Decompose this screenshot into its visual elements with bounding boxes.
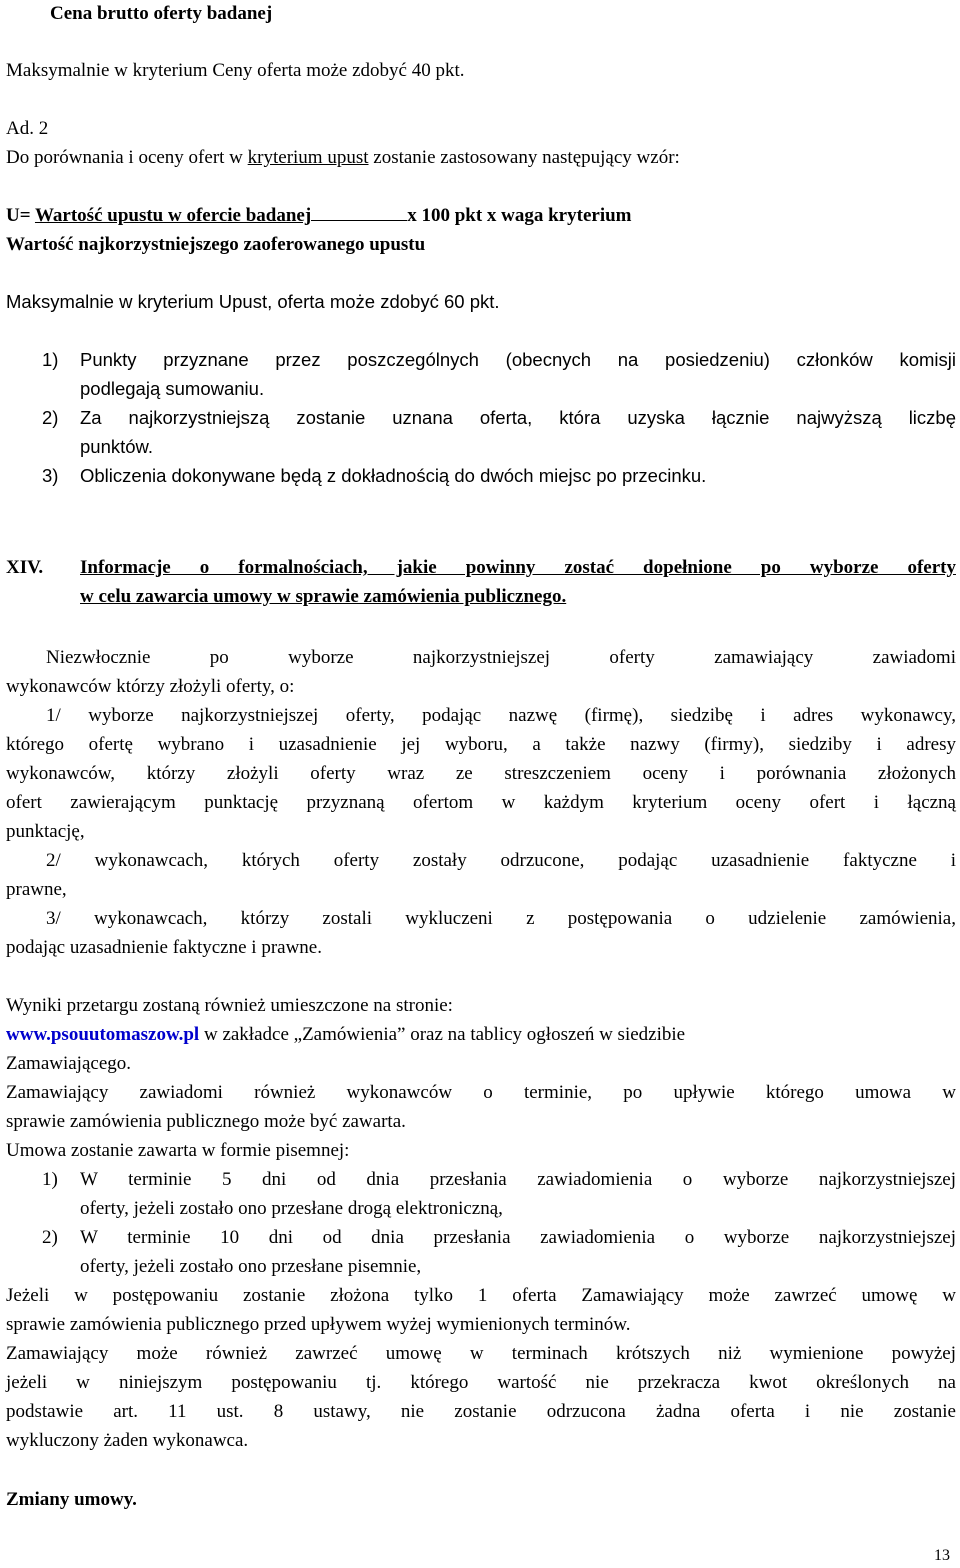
p1-line9: prawne, [6, 879, 67, 900]
fraction-line [311, 219, 407, 221]
contract-form: Umowa zostanie zawarta w formie pisemnej: [6, 1140, 350, 1161]
p1-line3: 1/ wyborze najkorzystniejszej oferty, podając nazwę (firmę), siedzibę i adres wykonawcy, [46, 705, 956, 726]
zamawiajacego-text: Zamawiającego. [6, 1053, 132, 1074]
p1-line5: wykonawców, którzy złożyli oferty wraz ze streszczeniem oceny i porównania złożonych [6, 763, 956, 784]
term-2-num: 2) [42, 1227, 58, 1248]
ad2-label: Ad. 2 [6, 118, 49, 139]
page-number: 13 [934, 1547, 950, 1564]
p1-line10: 3/ wykonawcach, którzy zostali wykluczeni z postępowania o udzielenie zamówienia, [46, 908, 956, 929]
heading-price: Cena brutto oferty badanej [50, 3, 273, 24]
p1-line2: wykonawców którzy złożyli oferty, o: [6, 676, 295, 697]
p1-line1: Niezwłocznie po wyborze najkorzystniejszej oferty zamawiający zawiadomi [46, 647, 956, 668]
formula-multiplier: x 100 pkt x waga kryterium [407, 205, 632, 226]
term-1-line2: oferty, jeżeli zostało ono przesłane drogą elektroniczną, [80, 1198, 503, 1219]
section-title-line2: w celu zawarcia umowy w sprawie zamówienia publicznego. [80, 586, 567, 607]
max-discount-text: Maksymalnie w kryterium Upust, oferta może zdobyć 60 pkt. [6, 291, 500, 312]
p-end-line4: jeżeli w niniejszym postępowaniu tj. którego wartość nie przekracza kwot określonych na [6, 1372, 956, 1393]
formula-denominator: Wartość najkorzystniejszego zaoferowanego upustu [6, 234, 426, 255]
formula-prefix: U= [6, 205, 35, 226]
formula-intro-criterion: kryterium upust [247, 147, 369, 168]
p1-line11: podając uzasadnienie faktyczne i prawne. [6, 937, 322, 958]
rule-3-line1: Obliczenia dokonywane będą z dokładnością do dwóch miejsc po przecinku. [80, 465, 707, 486]
p1-line8: 2/ wykonawcach, których oferty zostały odrzucone, podając uzasadnienie faktyczne i [46, 850, 956, 871]
p1-line7: punktację, [6, 821, 85, 842]
section-title-line1: Informacje o formalnościach, jakie powinny zostać dopełnione po wyborze oferty [80, 557, 956, 578]
website-link[interactable]: www.psouutomaszow.pl [6, 1024, 200, 1045]
website-line [6, 1024, 685, 1046]
rule-1-line1: Punkty przyznane przez poszczególnych (obecnych na posiedzeniu) członków komisji [80, 349, 956, 370]
rule-2-line1: Za najkorzystniejszą zostanie uznana oferta, która uzyska łącznie najwyższą liczbę [80, 407, 956, 428]
rule-3-num: 3) [42, 465, 59, 486]
p-end-line3: Zamawiający może również zawrzeć umowę w terminach krótszych niż wymienione powyżej [6, 1343, 956, 1364]
results-line: Wyniki przetargu zostaną również umieszczone na stronie: [6, 995, 453, 1016]
max-price-text: Maksymalnie w kryterium Ceny oferta może zdobyć 40 pkt. [6, 60, 465, 81]
term-2-line2: oferty, jeżeli zostało ono przesłane pisemnie, [80, 1256, 422, 1277]
formula-numerator-line [6, 205, 632, 227]
notify-line1: Zamawiający zawiadomi również wykonawców o terminie, po upływie którego umowa w [6, 1082, 956, 1103]
term-2-line1: W terminie 10 dni od dnia przesłania zawiadomienia o wyborze najkorzystniejszej [80, 1227, 956, 1248]
formula-intro [6, 147, 680, 169]
p-end-line5: podstawie art. 11 ust. 8 ustawy, nie zostanie odrzucona żadna oferta i nie zostanie [6, 1401, 956, 1422]
p-end-line1: Jeżeli w postępowaniu zostanie złożona tylko 1 oferta Zamawiający może zawrzeć umowę w [6, 1285, 956, 1306]
p-end-line6: wykluczony żaden wykonawca. [6, 1430, 249, 1451]
formula-intro-post: zostanie zastosowany następujący wzór: [368, 147, 680, 168]
rule-1-line2: podlegają sumowaniu. [80, 378, 265, 399]
notify-line2: sprawie zamówienia publicznego może być zawarta. [6, 1111, 406, 1132]
rule-2-num: 2) [42, 407, 59, 428]
formula-intro-pre: Do porównania i oceny ofert w [6, 147, 248, 168]
rule-1-num: 1) [42, 349, 59, 370]
rule-2-line2: punktów. [80, 436, 154, 457]
formula-numerator: Wartość upustu w ofercie badanej [34, 205, 312, 226]
section-number: XIV. [6, 557, 44, 578]
p1-line4: którego ofertę wybrano i uzasadnienie jej wyboru, a także nazwy (firmy), siedziby i adresy [6, 734, 956, 755]
website-rest: w zakładce „Zamówienia” oraz na tablicy ogłoszeń w siedzibie [199, 1024, 686, 1045]
p-end-line2: sprawie zamówienia publicznego przed upływem wyżej wymienionych terminów. [6, 1314, 631, 1335]
term-1-num: 1) [42, 1169, 58, 1190]
term-1-line1: W terminie 5 dni od dnia przesłania zawiadomienia o wyborze najkorzystniejszej [80, 1169, 956, 1190]
p1-line6: ofert zawierającym punktację przyznaną ofertom w każdym kryterium oceny ofert i łączną [6, 792, 956, 813]
changes-heading: Zmiany umowy. [6, 1489, 137, 1510]
